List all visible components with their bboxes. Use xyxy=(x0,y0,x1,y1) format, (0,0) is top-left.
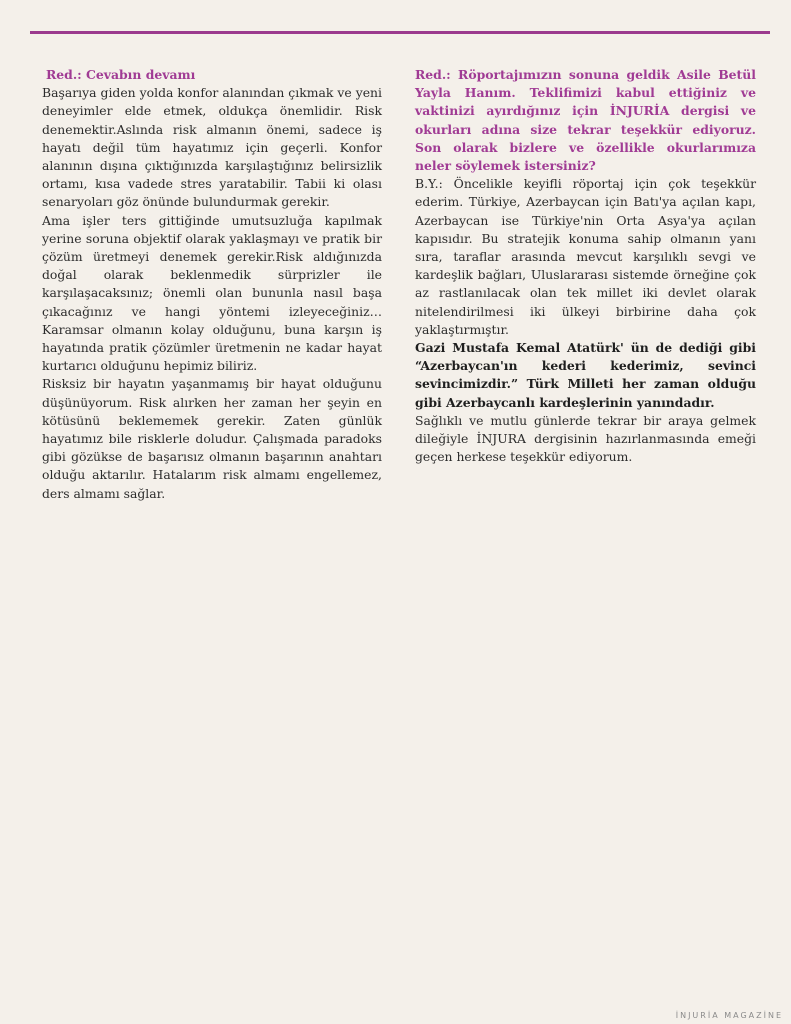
right-column xyxy=(415,66,756,466)
left-column xyxy=(42,66,382,503)
answer-paragraph: B.Y.: Öncelikle keyifli röportaj için çok teşekkür ederim. Türkiye, Azerbaycan için Batı'ya açılan kapı, Azerbaycan ise Türkiye'nin Orta Asya'ya açılan kapısıdır. Bu stratejik konuma sahip olmanın yanı sıra, taraflar arasında mevcut karşılıklı sevgi ve kardeşlik bağları, Uluslararası sistemde örneğine çok az rastlanılacak olan tek millet iki devlet olarak nitelendirilmesi iki ülkeyi birbirine daha çok yaklaştırmıştır. xyxy=(415,176,756,337)
closing-paragraph: Sağlıklı ve mutlu günlerde tekrar bir araya gelmek dileğiyle İNJURA dergisinin hazırlanmasında emeği geçen herkese teşekkür ediyorum. xyxy=(415,412,756,465)
answer-paragraph-1: Başarıya giden yolda konfor alanından çıkmak ve yeni deneyimler elde etmek, oldukça önemlidir. Risk denemektir.Aslında risk almanın önemi, sadece iş hayatı değil tüm hayatımız için geçerli. Konfor alanının dışına çıktığınızda karşılaştığınız belirsizlik ortamı, kısa vadede stres yaratabilir. Tabii ki olası senaryoları göz önünde bulundurmak gerekir. xyxy=(42,85,382,210)
answer-paragraph-3: Risksiz bir hayatın yaşanmamış bir hayat olduğunu düşünüyorum. Risk alırken her zaman her şeyin en kötüsünü beklememek gerekir. Zaten günlük hayatımız bile risklerle doludur. Çalışmada paradoks gibi gözükse de başarısız olmanın başarının anahtarı olduğu aktarılır. Hatalarım risk almamı engellemez, ders almamı sağlar. xyxy=(42,376,382,501)
interviewer-question: Red.: Cevabın devamı xyxy=(46,67,196,82)
answer-paragraph-2: Ama işler ters gittiğinde umutsuzluğa kapılmak yerine soruna objektif olarak yaklaşmayı ve pratik bir çözüm üretmeyi denemek gerekir.Risk aldığınızda doğal olarak beklenmedik sürprizler ile karşılaşacaksınız; önemli olan bununla nasıl başa çıkacağınız ve hangi yöntemi izleyeceğiniz… Karamsar olmanın kolay olduğunu, buna karşın iş hayatında pratik çözümler üretmenin ne kadar hayat kurtarıcı olduğunu hepimiz biliriz. xyxy=(42,212,382,374)
interviewer-question: Red.: Röportajımızın sonuna geldik Asile Betül Yayla Hanım. Teklifimizi kabul ettiğiniz ve vaktinizi ayırdığınız için İNJURİA dergisi ve okurları adına size tekrar teşekkür ediyoruz. Son olarak bizlere ve özellikle okurlarımıza neler söylemek istersiniz? xyxy=(415,67,756,174)
ataturk-quote: Gazi Mustafa Kemal Atatürk' ün de dediği gibi “Azerbaycan'ın kederi kederimiz, sevinci sevincimizdir.” Türk Milleti her zaman olduğu gibi Azerbaycanlı kardeşlerinin yanındadır. xyxy=(415,340,756,410)
magazine-footer: İNJURİA MAGAZİNE xyxy=(675,1011,783,1020)
top-divider-line xyxy=(30,31,770,34)
